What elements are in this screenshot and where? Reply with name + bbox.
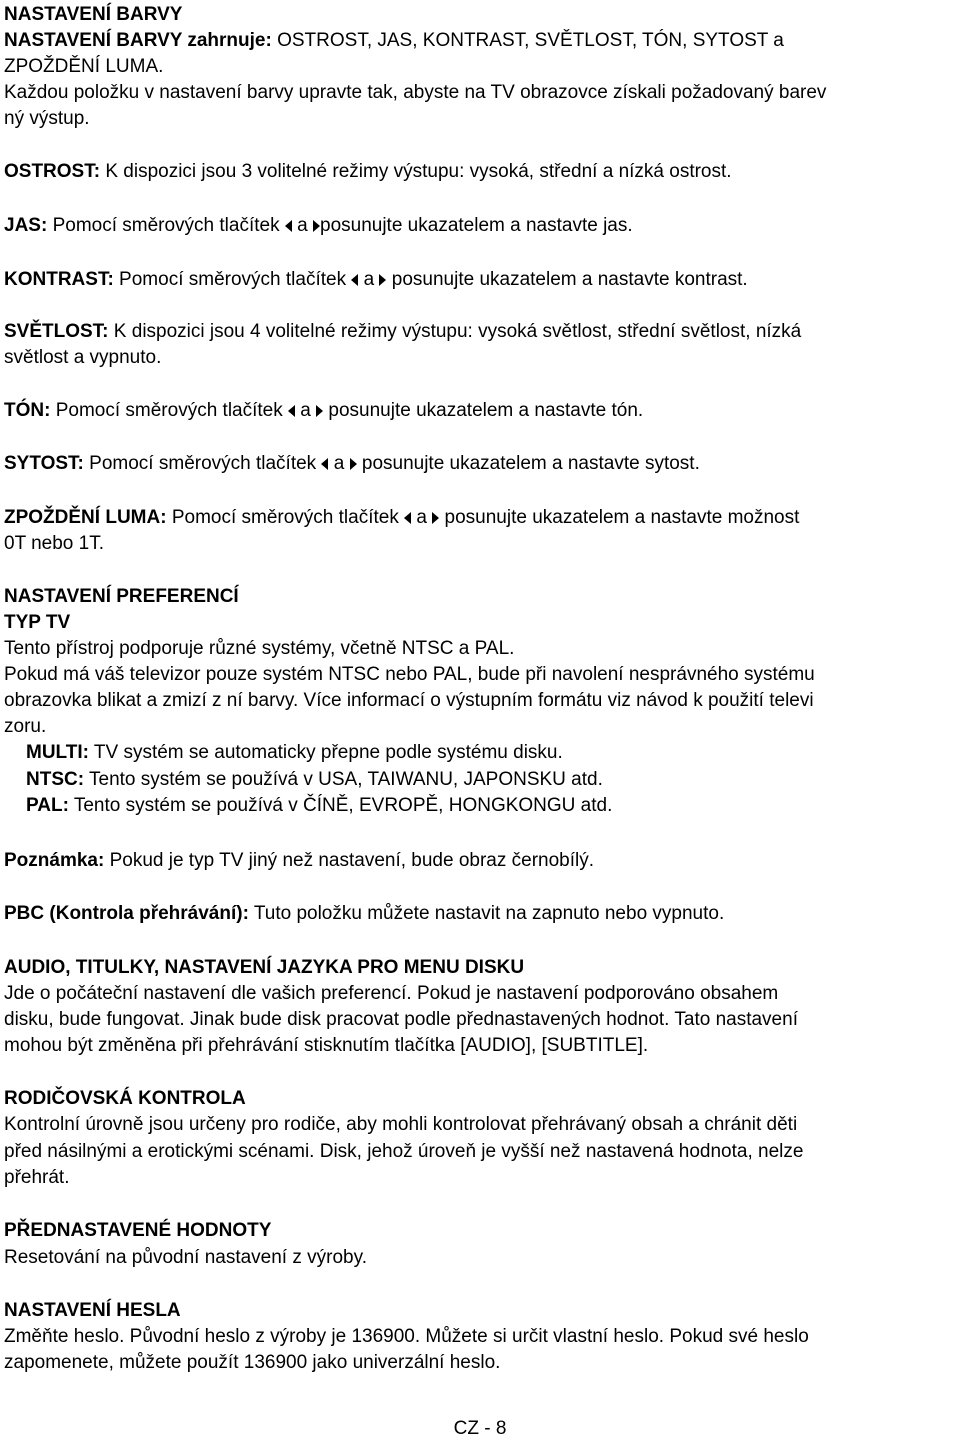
brightness-pre: Pomocí směrových tlačítek: [47, 215, 285, 236]
saturation-paragraph: [4, 451, 700, 477]
color-intro-label: NASTAVENÍ BARVY zahrnuje:: [4, 30, 272, 51]
parental-line1: Kontrolní úrovně jsou určeny pro rodiče, aby mohli kontrolovat přehrávaný obsah a chránit děti: [4, 1114, 798, 1135]
contrast-mid: a: [358, 269, 380, 290]
saturation-pre: Pomocí směrových tlačítek: [83, 453, 322, 474]
section-heading-password: NASTAVENÍ HESLA: [4, 1300, 181, 1321]
contrast-label: KONTRAST:: [4, 269, 114, 290]
brightness-mid: a: [291, 215, 313, 236]
left-arrow-icon: [285, 220, 292, 232]
contrast-pre: Pomocí směrových tlačítek: [113, 269, 352, 290]
audio-line1: Jde o počáteční nastavení dle vašich preferencí. Pokud je nastavení podporováno obsahem: [4, 983, 779, 1004]
pal-label: PAL:: [26, 795, 69, 816]
ntsc-label: NTSC:: [26, 769, 85, 790]
section-heading-parental: RODIČOVSKÁ KONTROLA: [4, 1088, 246, 1109]
saturation-post: posunujte ukazatelem a nastavte sytost.: [356, 453, 700, 474]
saturation-label: SYTOST:: [4, 453, 84, 474]
right-arrow-icon: [350, 458, 357, 470]
password-line1: Změňte heslo. Původní heslo z výroby je 136900. Můžete si určit vlastní heslo. Pokud své heslo: [4, 1326, 809, 1347]
color-desc-line1: Každou položku v nastavení barvy upravte tak, abyste na TV obrazovce získali požadovaný barev: [4, 82, 827, 103]
sharpness-paragraph: [4, 159, 732, 185]
note-label: Poznámka:: [4, 850, 105, 871]
tv-type-line2: Pokud má váš televizor pouze systém NTSC nebo PAL, bude při navolení nesprávného systému: [4, 664, 815, 685]
pbc-label: PBC (Kontrola přehrávání):: [4, 903, 249, 924]
right-arrow-icon: [313, 220, 320, 232]
light-paragraph: [4, 319, 801, 345]
pal-item: [26, 793, 612, 819]
tone-mid: a: [295, 400, 317, 421]
light-line2: světlost a vypnuto.: [4, 347, 162, 368]
tv-type-line1: Tento přístroj podporuje různé systémy, včetně NTSC a PAL.: [4, 638, 515, 659]
defaults-line1: Resetování na původní nastavení z výroby.: [4, 1247, 367, 1268]
color-intro-text: OSTROST, JAS, KONTRAST, SVĚTLOST, TÓN, SYTOST a: [271, 30, 784, 51]
saturation-mid: a: [328, 453, 350, 474]
tone-pre: Pomocí směrových tlačítek: [50, 400, 289, 421]
tone-paragraph: [4, 398, 643, 424]
sharpness-label: OSTROST:: [4, 161, 101, 182]
color-intro-line2: ZPOŽDĚNÍ LUMA.: [4, 56, 164, 77]
color-desc-line2: ný výstup.: [4, 108, 90, 129]
brightness-paragraph: [4, 213, 633, 239]
parental-line3: přehrát.: [4, 1167, 70, 1188]
luma-line2: 0T nebo 1T.: [4, 533, 105, 554]
multi-text: TV systém se automaticky přepne podle systému disku.: [88, 742, 563, 763]
parental-line2: před násilnými a erotickými scénami. Disk, jehož úroveň je vyšší než nastavená hodnota, nelze: [4, 1141, 804, 1162]
color-intro: [4, 28, 784, 54]
multi-label: MULTI:: [26, 742, 89, 763]
luma-paragraph: [4, 505, 799, 531]
note-text: Pokud je typ TV jiný než nastavení, bude obraz černobílý.: [104, 850, 595, 871]
ntsc-item: [26, 767, 603, 793]
tone-post: posunujte ukazatelem a nastavte tón.: [323, 400, 644, 421]
audio-line2: disku, bude fungovat. Jinak bude disk pracovat podle přednastavených hodnot. Tato nastavení: [4, 1009, 798, 1030]
multi-item: [26, 740, 563, 766]
contrast-post: posunujte ukazatelem a nastavte kontrast.: [386, 269, 748, 290]
audio-line3: mohou být změněna při přehrávání stisknutím tlačítka [AUDIO], [SUBTITLE].: [4, 1035, 649, 1056]
pbc-text: Tuto položku můžete nastavit na zapnuto nebo vypnuto.: [248, 903, 725, 924]
note-paragraph: [4, 848, 594, 874]
brightness-post: posunujte ukazatelem a nastavte jas.: [320, 215, 633, 236]
left-arrow-icon: [288, 405, 295, 417]
luma-post: posunujte ukazatelem a nastavte možnost: [439, 507, 800, 528]
luma-mid: a: [411, 507, 433, 528]
sharpness-text: K dispozici jsou 3 volitelné režimy výstupu: vysoká, střední a nízká ostrost.: [100, 161, 732, 182]
tone-label: TÓN:: [4, 400, 51, 421]
tv-type-line3: obrazovka blikat a zmizí z ní barvy. Více informací o výstupním formátu viz návod k použití televi: [4, 690, 814, 711]
password-line2: zapomenete, můžete použít 136900 jako univerzální heslo.: [4, 1352, 501, 1373]
contrast-paragraph: [4, 267, 748, 293]
tv-type-line4: zoru.: [4, 716, 47, 737]
brightness-label: JAS:: [4, 215, 48, 236]
section-heading-audio: AUDIO, TITULKY, NASTAVENÍ JAZYKA PRO MENU DISKU: [4, 957, 525, 978]
light-label: SVĚTLOST:: [4, 321, 109, 342]
section-heading-color: NASTAVENÍ BARVY: [4, 4, 183, 25]
page-number: CZ - 8: [453, 1418, 507, 1439]
luma-label: ZPOŽDĚNÍ LUMA:: [4, 507, 167, 528]
pbc-paragraph: [4, 901, 724, 927]
light-text: K dispozici jsou 4 volitelné režimy výstupu: vysoká světlost, střední světlost, nízká: [108, 321, 802, 342]
luma-pre: Pomocí směrových tlačítek: [166, 507, 405, 528]
pal-text: Tento systém se používá v ČÍNĚ, EVROPĚ, HONGKONGU atd.: [68, 795, 613, 816]
section-heading-defaults: PŘEDNASTAVENÉ HODNOTY: [4, 1220, 272, 1241]
section-heading-preferences: NASTAVENÍ PREFERENCÍ: [4, 586, 239, 607]
subheading-tv-type: TYP TV: [4, 612, 71, 633]
ntsc-text: Tento systém se používá v USA, TAIWANU, JAPONSKU atd.: [84, 769, 603, 790]
